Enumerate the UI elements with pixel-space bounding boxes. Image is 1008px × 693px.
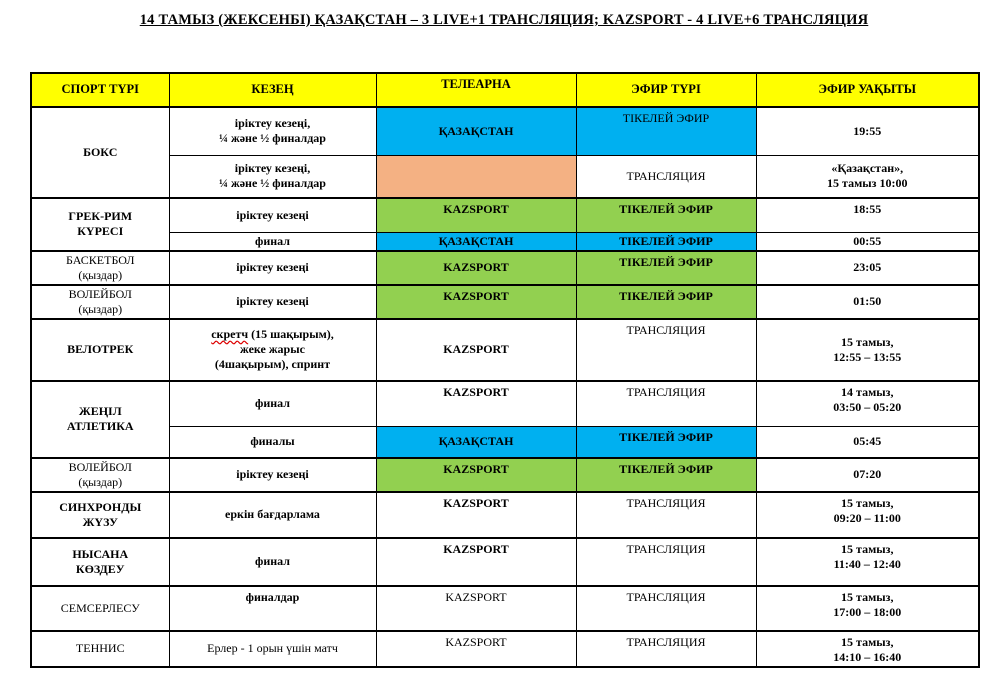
channel-cell: ҚАЗАҚСТАН xyxy=(376,427,576,458)
sport-cell: НЫСАНА КӨЗДЕУ xyxy=(31,538,169,586)
air-type-cell: ТРАНСЛЯЦИЯ xyxy=(576,492,756,538)
air-type-cell: ТІКЕЛЕЙ ЭФИР xyxy=(576,107,756,155)
sport-cell: ВЕЛОТРЕК xyxy=(31,319,169,381)
sport-cell: БАСКЕТБОЛ (қыздар) xyxy=(31,251,169,285)
header-row xyxy=(31,73,979,107)
column-header-stage: КЕЗЕҢ xyxy=(169,73,376,107)
channel-cell: KAZSPORT xyxy=(376,251,576,285)
air-time-cell: 05:45 xyxy=(756,427,979,458)
channel-cell: KAZSPORT xyxy=(376,198,576,232)
air-time-cell: 18:55 xyxy=(756,198,979,232)
table-row xyxy=(31,427,979,458)
air-type-cell: ТРАНСЛЯЦИЯ xyxy=(576,586,756,631)
sport-cell: ТЕННИС xyxy=(31,631,169,667)
table-row xyxy=(31,251,979,285)
channel-cell: ҚАЗАҚСТАН xyxy=(376,107,576,155)
sport-cell: ВОЛЕЙБОЛ (қыздар) xyxy=(31,285,169,319)
air-type-cell: ТРАНСЛЯЦИЯ xyxy=(576,381,756,427)
air-time-cell: 15 тамыз, 12:55 – 13:55 xyxy=(756,319,979,381)
table-row xyxy=(31,285,979,319)
air-time-cell: 23:05 xyxy=(756,251,979,285)
table-row xyxy=(31,381,979,427)
air-time-cell: 15 тамыз, 09:20 – 11:00 xyxy=(756,492,979,538)
sport-cell: ЖЕҢІЛ АТЛЕТИКА xyxy=(31,381,169,458)
sport-cell: СИНХРОНДЫ ЖҮЗУ xyxy=(31,492,169,538)
air-type-cell: ТІКЕЛЕЙ ЭФИР xyxy=(576,251,756,285)
channel-cell: ҚАЗАҚСТАН xyxy=(376,232,576,251)
air-time-cell: 19:55 xyxy=(756,107,979,155)
air-time-cell: 00:55 xyxy=(756,232,979,251)
air-type-cell: ТРАНСЛЯЦИЯ xyxy=(576,631,756,667)
table-row xyxy=(31,458,979,492)
stage-cell: финалы xyxy=(169,427,376,458)
schedule-table xyxy=(30,72,980,668)
channel-cell: KAZSPORT xyxy=(376,285,576,319)
sport-cell: ВОЛЕЙБОЛ (қыздар) xyxy=(31,458,169,492)
column-header-sport-type: СПОРТ ТҮРІ xyxy=(31,73,169,107)
channel-cell: KAZSPORT xyxy=(376,631,576,667)
table-row xyxy=(31,155,979,198)
stage-cell: іріктеу кезеңі xyxy=(169,251,376,285)
air-time-cell: 15 тамыз, 11:40 – 12:40 xyxy=(756,538,979,586)
channel-cell: KAZSPORT xyxy=(376,319,576,381)
stage-cell: іріктеу кезеңі, ¼ және ½ финалдар xyxy=(169,155,376,198)
table-row xyxy=(31,319,979,381)
sport-cell: ГРЕК-РИМ КҮРЕСІ xyxy=(31,198,169,251)
stage-cell: финал xyxy=(169,381,376,427)
air-type-cell: ТРАНСЛЯЦИЯ xyxy=(576,319,756,381)
air-time-cell: 14 тамыз, 03:50 – 05:20 xyxy=(756,381,979,427)
air-time-cell: 15 тамыз, 17:00 – 18:00 xyxy=(756,586,979,631)
air-time-cell: 01:50 xyxy=(756,285,979,319)
table-row xyxy=(31,586,979,631)
table-row xyxy=(31,538,979,586)
channel-cell: KAZSPORT xyxy=(376,538,576,586)
stage-cell: финал xyxy=(169,232,376,251)
table-row xyxy=(31,198,979,232)
sport-cell: СЕМСЕРЛЕСУ xyxy=(31,586,169,631)
stage-cell: іріктеу кезеңі xyxy=(169,198,376,232)
stage-cell: іріктеу кезеңі, ¼ және ½ финалдар xyxy=(169,107,376,155)
channel-cell: KAZSPORT xyxy=(376,492,576,538)
stage-cell: еркін бағдарлама xyxy=(169,492,376,538)
channel-cell: KAZSPORT xyxy=(376,586,576,631)
page-title: 14 ТАМЫЗ (ЖЕКСЕНБІ) ҚАЗАҚСТАН – 3 LIVE+1 ТРАНСЛЯЦИЯ; KAZSPORT - 4 LIVE+6 ТРАНСЛЯЦИЯ xyxy=(139,12,869,28)
table-row xyxy=(31,232,979,251)
stage-cell: іріктеу кезеңі xyxy=(169,458,376,492)
table-row xyxy=(31,631,979,667)
column-header-channel: ТЕЛЕАРНА xyxy=(376,73,576,107)
air-time-cell: «Қазақстан», 15 тамыз 10:00 xyxy=(756,155,979,198)
misspelled-word: скретч xyxy=(211,327,249,341)
air-type-cell: ТІКЕЛЕЙ ЭФИР xyxy=(576,285,756,319)
stage-cell: Ерлер - 1 орын үшін матч xyxy=(169,631,376,667)
sport-cell: БОКС xyxy=(31,107,169,198)
air-time-cell: 15 тамыз, 14:10 – 16:40 xyxy=(756,631,979,667)
air-type-cell: ТРАНСЛЯЦИЯ xyxy=(576,155,756,198)
table-row xyxy=(31,107,979,155)
stage-cell: скретч (15 шақырым), жеке жарыс (4шақырым), спринт xyxy=(169,319,376,381)
channel-cell xyxy=(376,155,576,198)
schedule-body xyxy=(31,107,979,667)
air-type-cell: ТІКЕЛЕЙ ЭФИР xyxy=(576,458,756,492)
air-type-cell: ТІКЕЛЕЙ ЭФИР xyxy=(576,232,756,251)
column-header-air-type: ЭФИР ТҮРІ xyxy=(576,73,756,107)
channel-cell: KAZSPORT xyxy=(376,458,576,492)
column-header-air-time: ЭФИР УАҚЫТЫ xyxy=(756,73,979,107)
stage-cell: финал xyxy=(169,538,376,586)
stage-cell: іріктеу кезеңі xyxy=(169,285,376,319)
stage-cell: финалдар xyxy=(169,586,376,631)
table-row xyxy=(31,492,979,538)
air-type-cell: ТРАНСЛЯЦИЯ xyxy=(576,538,756,586)
air-type-cell: ТІКЕЛЕЙ ЭФИР xyxy=(576,198,756,232)
air-time-cell: 07:20 xyxy=(756,458,979,492)
channel-cell: KAZSPORT xyxy=(376,381,576,427)
air-type-cell: ТІКЕЛЕЙ ЭФИР xyxy=(576,427,756,458)
